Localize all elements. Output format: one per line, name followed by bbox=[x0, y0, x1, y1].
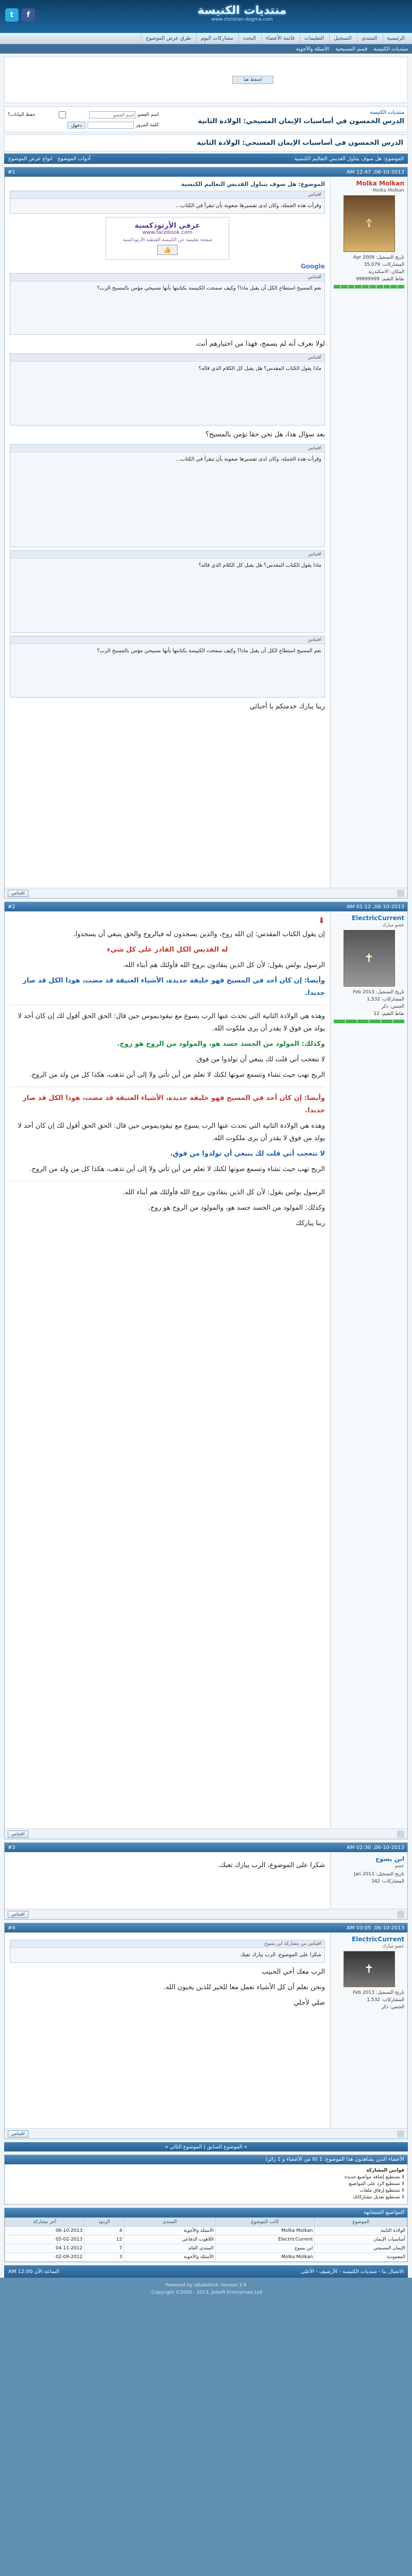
post-content bbox=[5, 1933, 330, 2128]
username[interactable]: ElectricCurrent bbox=[351, 1936, 404, 1943]
permissions-list bbox=[209, 2167, 404, 2201]
thread-tools-menu[interactable]: أدوات الموضوع bbox=[57, 156, 91, 162]
quote-reply-button[interactable]: اقتباس bbox=[8, 1911, 28, 1918]
subnav-item[interactable]: قسم المسيحية bbox=[335, 46, 368, 52]
signature: ربنا يباركك bbox=[296, 1219, 325, 1227]
fb-like-button[interactable]: 👍 bbox=[157, 245, 178, 255]
user-title: Molka Molkan bbox=[372, 188, 404, 193]
table-cell: 02-09-2012 bbox=[5, 2253, 84, 2262]
thread-link[interactable]: الإيمان المسيحي bbox=[315, 2244, 407, 2253]
quote-block bbox=[10, 353, 325, 426]
post-footer bbox=[5, 1909, 407, 1919]
quote-block bbox=[10, 273, 325, 335]
facebook-icon[interactable]: f bbox=[22, 8, 35, 22]
user-info bbox=[330, 1852, 407, 1909]
user-meta-line: المشاركات: 35,079 bbox=[364, 262, 404, 267]
nav-item-register[interactable]: التسجيل bbox=[329, 34, 356, 43]
footer-time: الساعة الآن 12:00 AM bbox=[8, 2268, 59, 2275]
post-content bbox=[5, 177, 330, 888]
thread-title-label: الموضوع: هل سوف يتناول القديس التعاليم الكنسية bbox=[294, 156, 404, 162]
post-content bbox=[5, 911, 330, 1828]
site-title: منتديات الكنيسة bbox=[197, 4, 287, 17]
fb-page-title: عرفي الأرثوذكسية bbox=[134, 222, 200, 230]
ad-button[interactable]: اضغط هنا bbox=[232, 76, 273, 84]
login-form bbox=[8, 110, 159, 129]
nav-item-search[interactable]: البحث bbox=[238, 34, 260, 43]
table-cell[interactable]: ابن يسوع bbox=[215, 2244, 315, 2253]
post-paragraph: وكذلك: المولود من الجسد جسد هو، والمولود من الروح هو روح. bbox=[148, 1204, 325, 1212]
copyright bbox=[0, 2278, 412, 2303]
rules-title: قوانين المشاركة bbox=[366, 2168, 404, 2173]
post-paragraph: وهذه هي الولادة الثانية التي تحدث عنها الرب يسوع مع نيقوديموس حين قال: الحق الحق أقول لك إن كان أحد لا يولد من فوق لا يقدر أن يرى ملكوت الله. bbox=[18, 1122, 325, 1142]
post-paragraph: ونحن نعلم أن كل الأشياء تعمل معا للخير للذين يحبون الله. bbox=[163, 1984, 325, 1991]
username[interactable]: Molka Molkan bbox=[356, 180, 404, 187]
quote-text: شكرا على الموضوع، الرب يبارك تعبك bbox=[240, 1952, 321, 1958]
post-number[interactable]: #2 bbox=[8, 904, 15, 910]
user-title: عضو bbox=[395, 1863, 404, 1869]
permission-item: لا تستطيع تعديل مشاركاتك bbox=[353, 2195, 404, 2200]
post-paragraph: شكرا على الموضوع، الرب يبارك تعبك. bbox=[217, 1861, 325, 1869]
table-cell[interactable]: Molka Molkan bbox=[215, 2253, 315, 2262]
twitter-icon[interactable]: t bbox=[5, 8, 19, 22]
post-paragraph: ربنا يبارك خدمتكم يا أحبائي bbox=[250, 703, 325, 710]
site-logo[interactable] bbox=[149, 4, 335, 29]
nav-item-members[interactable]: قائمة الأعضاء bbox=[261, 34, 299, 43]
user-info bbox=[330, 911, 407, 1828]
report-icon[interactable] bbox=[397, 2130, 404, 2138]
user-meta-line: الجنس: ذكر bbox=[381, 2005, 404, 2010]
main-nav bbox=[0, 33, 412, 44]
column-header: المنتدى bbox=[124, 2218, 215, 2227]
table-cell: 04-11-2012 bbox=[5, 2244, 84, 2253]
post-date: 06-10-2013, 01:12 AM bbox=[347, 904, 404, 910]
footer-bar bbox=[4, 2265, 408, 2278]
post-title: الموضوع: هل سوف يتناول القديس التعاليم الكنسية bbox=[181, 181, 325, 188]
post-number[interactable]: #1 bbox=[8, 169, 15, 175]
viewers-header: الأعضاء الذين يشاهدون هذا الموضوع: 1 (0 من الأعضاء و 1 زائر) bbox=[5, 2155, 407, 2164]
table-cell[interactable]: المنتدى العام bbox=[124, 2244, 215, 2253]
google-logo: Google bbox=[300, 263, 325, 270]
user-title: عضو مبارك bbox=[382, 1944, 404, 1949]
table-cell[interactable]: الأسئلة والأجوبة bbox=[124, 2227, 215, 2235]
remember-label: حفظ البيانات؟ bbox=[8, 112, 36, 117]
table-cell[interactable]: Molka Molkan bbox=[215, 2227, 315, 2235]
post bbox=[4, 1842, 408, 1920]
quote-header: اقتباس bbox=[10, 636, 324, 644]
user-meta-line: المكان: الاسكندرية bbox=[368, 269, 404, 275]
related-threads bbox=[4, 2208, 408, 2262]
display-modes-menu[interactable]: انواع عرض الموضوع bbox=[8, 156, 53, 162]
reputation-bar bbox=[334, 285, 404, 289]
post-paragraph: الريح تهب حيث تشاء وتسمع صوتها لكنك لا تعلم من أين تأتي ولا إلى أين تذهب، هكذا كل من ولد من الروح. bbox=[29, 1165, 325, 1173]
post-paragraph: وهذه هي الولادة الثانية التي تحدث عنها الرب يسوع مع نيقوديموس حين قال: الحق الحق أقول لك إن كان أحد لا يولد من فوق لا يقدر أن يرى ملكوت الله. bbox=[18, 1012, 325, 1032]
google-search bbox=[10, 263, 325, 270]
post-number[interactable]: #4 bbox=[8, 1925, 15, 1931]
post-header bbox=[5, 1843, 407, 1852]
table-row bbox=[5, 2227, 407, 2235]
quote-text: نعم المسيح استطاع الكل أن يقبل ماذا؟ وكيف سمحت الكنيسة بكتابتها بأنها مسيحي مؤمن بالمسيح الرب؟ bbox=[97, 285, 321, 291]
nav-item-todays-posts[interactable]: مشاركات اليوم bbox=[196, 34, 237, 43]
post-number[interactable]: #3 bbox=[8, 1844, 15, 1851]
post-footer bbox=[5, 888, 407, 898]
nav-item-faq[interactable]: التعليمات bbox=[300, 34, 328, 43]
post bbox=[4, 167, 408, 899]
user-title: عضو مبارك bbox=[382, 923, 404, 928]
quote-header: اقتباس bbox=[10, 445, 324, 452]
fb-page-desc: صفحة تعليمية عن الكنيسة القبطية الأرثوذكسية bbox=[123, 238, 212, 243]
post-paragraph: إن يقول الكتاب المقدس: إن الله روح، والذين يسجدون له فبالروح والحق ينبغي أن يسجدوا. bbox=[73, 930, 325, 938]
user-meta-line: نقاط التقيم: 99999999 bbox=[356, 277, 404, 282]
quote-text: وقرأت هذه الجملة، وكان لدى تفسيرها صعوبة بأن تنقرأ في الكتاب... bbox=[176, 203, 321, 209]
quote-block bbox=[10, 636, 325, 698]
thread-tools-bar bbox=[4, 154, 408, 164]
footer-links[interactable]: الاتصال بنا - منتديات الكنيسة - الأرشيف - الأعلى bbox=[300, 2268, 404, 2275]
user-meta bbox=[334, 989, 404, 1018]
user-info bbox=[330, 177, 407, 888]
post-paragraph: الرسول بولس يقول: لأن كل الذين ينقادون بروح الله فأولئك هم أبناء الله. bbox=[123, 1189, 325, 1196]
avatar: ☦ bbox=[344, 195, 395, 252]
report-icon[interactable] bbox=[397, 1831, 404, 1838]
post-paragraph: وأيضا: إن كان أحد في المسيح فهو خليقة جديدة، الأشياء العتيقة قد مضت، هوذا الكل قد صار جديدا. bbox=[23, 977, 325, 997]
copyright-line: Copyright ©2000 - 2013, Jelsoft Enterprises Ltd. bbox=[150, 2290, 262, 2295]
quote-text: ماذا يقول الكتاب المقدس؟ هل يقبل كل الكلام الذي قاله؟ bbox=[198, 366, 321, 371]
post-header bbox=[5, 1923, 407, 1933]
post-paragraph: الريح تهب حيث تشاء وتسمع صوتها لكنك لا تعلم من أين تأتي ولا إلى أين تذهب، هكذا كل من ولد من الروح. bbox=[29, 1071, 325, 1079]
column-header: آخر مشاركة bbox=[5, 2218, 84, 2227]
username[interactable]: ElectricCurrent bbox=[351, 914, 404, 922]
quote-block bbox=[10, 1940, 325, 1963]
post-paragraph: لا تتعجب أني قلت لك ينبغي أن تولدوا من فوق. bbox=[195, 1056, 325, 1063]
quote-block bbox=[10, 444, 325, 547]
post-paragraph: الرسول بولس يقول: لأن كل الذين ينقادون بروح الله فأولئك هم أبناء الله. bbox=[123, 961, 325, 969]
quote-block bbox=[10, 191, 325, 214]
forum-jump bbox=[8, 2167, 203, 2201]
permission-item: لا تستطيع إرفاق ملفات bbox=[359, 2188, 404, 2193]
nav-item-thread-view[interactable]: طرق عرض الموضوع bbox=[141, 34, 195, 43]
quote-text: وقرأت هذه الجملة، وكان لدى تفسيرها صعوبة بأن تنقرأ في الكتاب... bbox=[176, 456, 321, 462]
password-input[interactable] bbox=[88, 122, 134, 129]
table-cell[interactable]: اللاهوت الدفاعي bbox=[124, 2235, 215, 2244]
table-cell[interactable]: ElectricCurrent bbox=[215, 2235, 315, 2244]
post-date: 06-10-2013, 03:05 AM bbox=[347, 1925, 404, 1931]
user-meta-line: تاريخ التسجيل: Feb 2013 bbox=[353, 1990, 404, 1995]
breadcrumb-row bbox=[4, 106, 408, 132]
column-header: كاتب الموضوع bbox=[215, 2218, 315, 2227]
quote-header: اقتباس bbox=[10, 191, 324, 199]
thread-link[interactable]: أساسيات الإيمان bbox=[315, 2235, 407, 2244]
quote-text: ماذا يقول الكتاب المقدس؟ هل يقبل كل الكلام الذي قاله؟ bbox=[198, 563, 321, 568]
nav-item-home[interactable]: الرئيسية bbox=[383, 34, 409, 43]
page-title: الدرس الخمسون في أساسيات الإيمان المسيحي: الولادة الثانية bbox=[4, 134, 408, 151]
post-content bbox=[5, 1852, 330, 1909]
quote-header: اقتباس bbox=[10, 354, 324, 362]
user-meta bbox=[334, 1871, 404, 1885]
quote-text: نعم المسيح استطاع الكل أن يقبل ماذا؟ وكيف سمحت الكنيسة بكتابتها بأنها مسيحي مؤمن بالمسيح الرب؟ bbox=[97, 648, 321, 654]
username-label: اسم العضو bbox=[138, 112, 159, 117]
facebook-widget bbox=[106, 217, 229, 260]
social-icons bbox=[5, 8, 35, 22]
post-date: 06-10-2013, 02:30 AM bbox=[347, 1844, 404, 1851]
post-date: 06-10-2013, 12:47 AM bbox=[347, 169, 404, 175]
quote-reply-button[interactable]: اقتباس bbox=[8, 1831, 28, 1838]
table-cell: 06-10-2013 bbox=[5, 2227, 84, 2235]
table-cell: 05-02-2013 bbox=[5, 2235, 84, 2244]
arrow-down-icon: ⬇ bbox=[318, 916, 325, 925]
table-row bbox=[5, 2253, 407, 2262]
post-paragraph: لا تتعجب أني قلت لك ينبغي أن تولدوا من فوق. bbox=[170, 1150, 325, 1158]
post-paragraph: وأيضا: إن كان أحد في المسيح فهو خليقة جديدة، الأشياء العتيقة قد مضت، هوذا الكل قد صار جديدا. bbox=[23, 1094, 325, 1114]
user-meta-line: تاريخ التسجيل: Jan 2011 bbox=[354, 1872, 404, 1877]
table-row bbox=[5, 2244, 407, 2253]
user-meta-line: المشاركات: 1,532 bbox=[367, 1997, 404, 2003]
table-cell: 4 bbox=[84, 2227, 124, 2235]
thread-navigation[interactable]: « الموضوع السابق | الموضوع التالي » bbox=[4, 2142, 408, 2151]
password-label: كلمة المرور bbox=[136, 123, 159, 128]
table-cell: 7 bbox=[84, 2244, 124, 2253]
user-meta-line: نقاط التقيم: 12 bbox=[373, 1011, 404, 1016]
site-header bbox=[0, 0, 412, 33]
post bbox=[4, 902, 408, 1839]
post-heading: له القديس الكل القادر على كل شيء bbox=[107, 946, 228, 954]
report-icon[interactable] bbox=[397, 890, 404, 897]
remember-checkbox[interactable] bbox=[39, 111, 85, 118]
thread-link[interactable]: المعمودية bbox=[315, 2253, 407, 2262]
post-paragraph: الرب معك أخي الحبيب bbox=[262, 1968, 325, 1976]
user-meta-line: المشاركات: 342 bbox=[371, 1879, 404, 1884]
quote-header: اقتباس من مشاركة ابن يسوع bbox=[10, 1940, 324, 1948]
table-cell: 12 bbox=[84, 2235, 124, 2244]
table-row bbox=[5, 2235, 407, 2244]
subnav-item[interactable]: الأسئلة والأجوبة bbox=[296, 46, 330, 52]
avatar: ✝ bbox=[344, 1951, 395, 1987]
column-header: الردود bbox=[84, 2218, 124, 2227]
quote-reply-button[interactable]: اقتباس bbox=[8, 2130, 28, 2138]
post-header bbox=[5, 902, 407, 911]
permission-item: لا تستطيع الرد على المواضيع bbox=[349, 2181, 404, 2187]
table-cell: 3 bbox=[84, 2253, 124, 2262]
breadcrumb-title: الدرس الخمسون في أساسيات الإيمان المسيحي: الولادة الثانية bbox=[198, 117, 404, 125]
post-paragraph: لولا نعرف أنه لم يسمح، فهذا من اختيارهم أنت. bbox=[195, 340, 325, 348]
user-meta-line: المشاركات: 1,532 bbox=[367, 997, 404, 1002]
site-subtitle: www.christian-dogma.com bbox=[211, 17, 273, 22]
post-footer bbox=[5, 2128, 407, 2139]
username-input[interactable] bbox=[89, 111, 135, 118]
ad-banner bbox=[4, 57, 408, 103]
copyright-line: Powered by vBulletin® Version 3.8 bbox=[165, 2283, 247, 2288]
username[interactable]: ابن يسوع bbox=[375, 1855, 404, 1862]
user-meta-line: تاريخ التسجيل: Feb 2013 bbox=[353, 990, 404, 995]
avatar: ✝ bbox=[344, 930, 395, 987]
column-header: الموضوع bbox=[315, 2218, 407, 2227]
user-info bbox=[330, 1933, 407, 2128]
post-footer bbox=[5, 1828, 407, 1839]
login-button[interactable]: دخول bbox=[67, 122, 85, 129]
sub-nav bbox=[0, 44, 412, 54]
quote-block bbox=[10, 550, 325, 633]
post bbox=[4, 1923, 408, 2139]
user-meta-line: الجنس: ذكر bbox=[381, 1004, 404, 1009]
post-paragraph: صلي لأجلي bbox=[294, 1999, 325, 2007]
quote-header: اقتباس bbox=[10, 551, 324, 558]
post-paragraph: وكذلك: المولود من الجسد جسد هو، والمولود من الروح هو روح. bbox=[117, 1040, 325, 1048]
nav-item-forum[interactable]: المنتدى bbox=[357, 34, 382, 43]
user-meta bbox=[334, 1989, 404, 2011]
reputation-bar bbox=[334, 1020, 404, 1023]
user-meta bbox=[334, 254, 404, 283]
permission-item: لا تستطيع إضافة مواضيع جديدة bbox=[344, 2175, 404, 2180]
thread-link[interactable]: الولادة الثانية bbox=[315, 2227, 407, 2235]
post-header bbox=[5, 167, 407, 177]
table-cell[interactable]: الأسئلة والأجوبة bbox=[124, 2253, 215, 2262]
quote-header: اقتباس bbox=[10, 274, 324, 281]
report-icon[interactable] bbox=[397, 1911, 404, 1918]
user-meta-line: تاريخ التسجيل: Apr 2009 bbox=[353, 255, 404, 260]
fb-page-url[interactable]: www.facebook.com bbox=[142, 230, 193, 235]
related-table bbox=[5, 2217, 407, 2262]
permissions-box bbox=[4, 2155, 408, 2205]
quote-reply-button[interactable]: اقتباس bbox=[8, 890, 28, 897]
breadcrumb-forum-link[interactable]: منتديات الكنيسة bbox=[370, 110, 404, 115]
related-header: المواضيع المتشابهه bbox=[5, 2208, 407, 2217]
breadcrumb bbox=[198, 110, 404, 129]
post-paragraph: بعد سؤال هذا، هل نحن حقا نؤمن بالمسيح؟ bbox=[205, 431, 325, 438]
subnav-item[interactable]: منتديات الكنيسة bbox=[373, 46, 408, 52]
